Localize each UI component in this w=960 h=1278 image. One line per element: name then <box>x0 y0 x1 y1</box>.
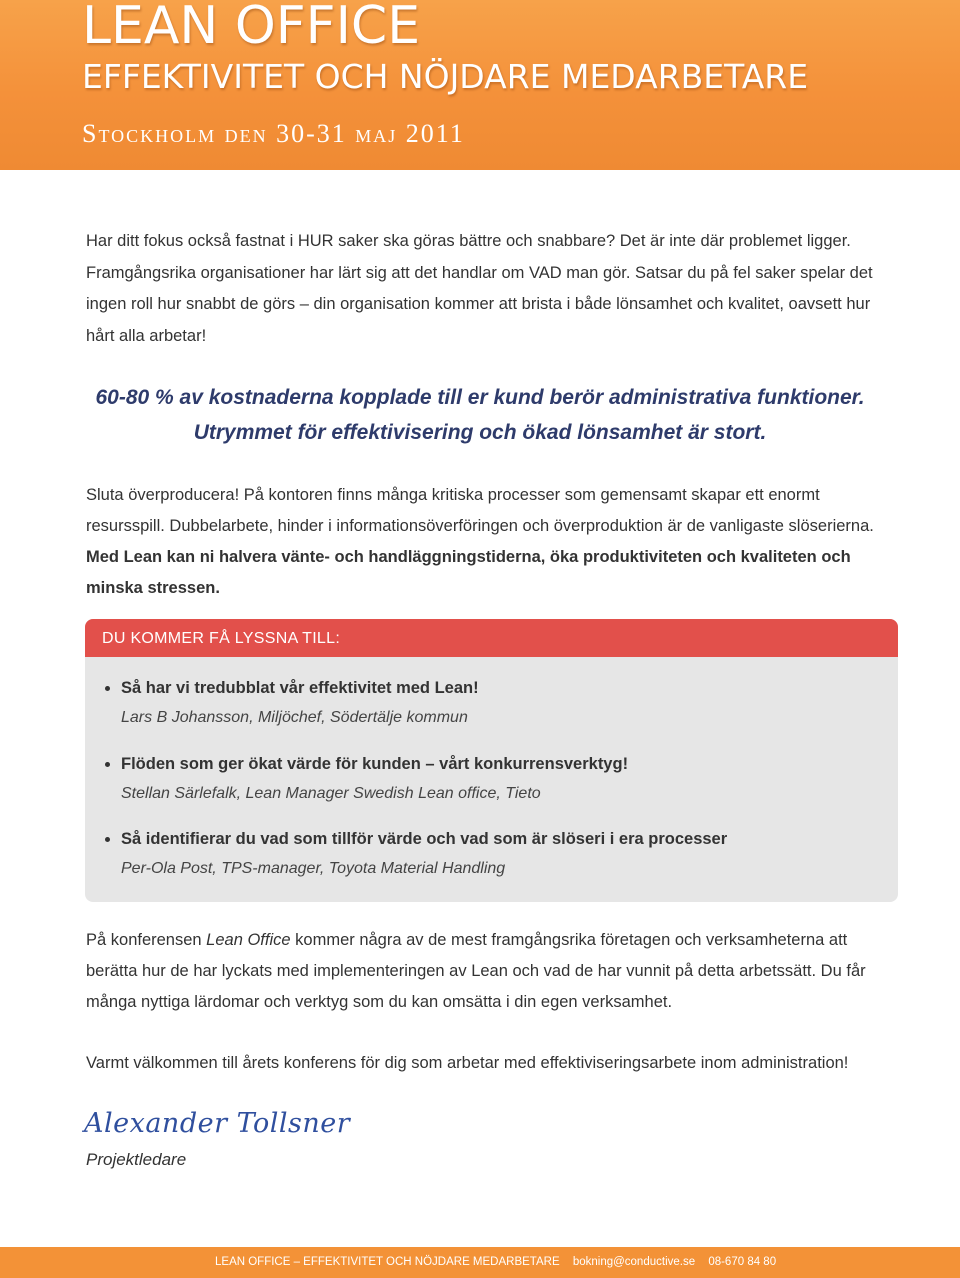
footer-text <box>215 1256 786 1268</box>
talk-title: Så har vi tredubblat vår effektivitet med Lean! <box>121 679 479 697</box>
bullet-icon <box>105 686 110 691</box>
welcome-paragraph: Varmt välkommen till årets konferens för dig som arbetar med effektiviseringsarbete inom administration! <box>86 1054 849 1072</box>
overproduction-paragraph <box>86 480 886 604</box>
signature-role: Projektledare <box>86 1150 187 1169</box>
speaker-name: Lars B Johansson, Miljöchef, Södertälje kommun <box>121 709 468 726</box>
intro-text: Har ditt fokus också fastnat i HUR saker ska göras bättre och snabbare? Det är inte där problemet ligger. Framgångsrika organisationer har lärt sig att det handlar om VAD man gör. Satsar du på fel saker spelar det ingen roll hur snabbt de görs – din organisation kommer att brista i både lönsamhet och kvalitet, oavsett hur hårt alla arbetar! <box>86 232 873 345</box>
talk-title: Flöden som ger ökat värde för kunden – vårt konkurrensverktyg! <box>121 755 629 773</box>
conference-paragraph <box>86 925 886 1018</box>
overproduction-bold-text: Med Lean kan ni halvera vänte- och handläggningstiderna, öka produktiviteten och kvaliteten och minska stressen. <box>86 548 851 597</box>
header-banner <box>0 0 960 170</box>
signature: Alexander Tollsner <box>84 1108 351 1139</box>
highlight-line-2: Utrymmet för effektivisering och ökad lönsamhet är stort. <box>193 421 767 444</box>
speaker-name: Stellan Särlefalk, Lean Manager Swedish Lean office, Tieto <box>121 785 541 802</box>
page-title: LEAN OFFICE <box>82 0 421 56</box>
footer-bar <box>0 1247 960 1278</box>
highlight-line-1: 60-80 % av kostnaderna kopplade till er kund berör administrativa funktioner. <box>95 386 865 409</box>
bullet-icon <box>105 762 110 767</box>
highlight-quote <box>60 380 900 450</box>
intro-paragraph <box>86 226 886 352</box>
conference-text-start: På konferensen <box>86 931 207 949</box>
page-subtitle: EFFEKTIVITET OCH NÖJDARE MEDARBETARE <box>82 57 809 96</box>
speakers-box <box>85 619 898 902</box>
footer-phone: 08-670 84 80 <box>708 1256 777 1268</box>
speaker-item <box>105 824 727 884</box>
footer-email[interactable]: bokning@conductive.se <box>572 1256 696 1268</box>
overproduction-text: Sluta överproducera! På kontoren finns många kritiska processer som gemensamt skapar ett enormt resursspill. Dubbelarbete, hinder i informationsöverföringen och överproduktion är de vanligaste slöserierna. <box>86 486 874 535</box>
conference-name: Lean Office <box>206 931 291 949</box>
speaker-item <box>105 673 479 733</box>
speaker-name: Per-Ola Post, TPS-manager, Toyota Material Handling <box>121 860 506 877</box>
bullet-icon <box>105 837 110 842</box>
speaker-item <box>105 749 628 809</box>
talk-title: Så identifierar du vad som tillför värde och vad som är slöseri i era processer <box>121 830 728 848</box>
event-date: Stockholm den 30-31 maj 2011 <box>82 119 465 148</box>
conference-text-end: kommer några av de mest framgångsrika företagen och verksamheterna att berätta hur de har lyckats med implementeringen av Lean och vad de har vunnit på detta arbetssätt. Du får många nyttiga lärdomar och verktyg som du kan omsätta i din egen verksamhet. <box>86 931 866 1011</box>
footer-title: LEAN OFFICE – EFFEKTIVITET OCH NÖJDARE MEDARBETARE <box>215 1256 560 1268</box>
speakers-heading: DU KOMMER FÅ LYSSNA TILL: <box>85 619 898 657</box>
